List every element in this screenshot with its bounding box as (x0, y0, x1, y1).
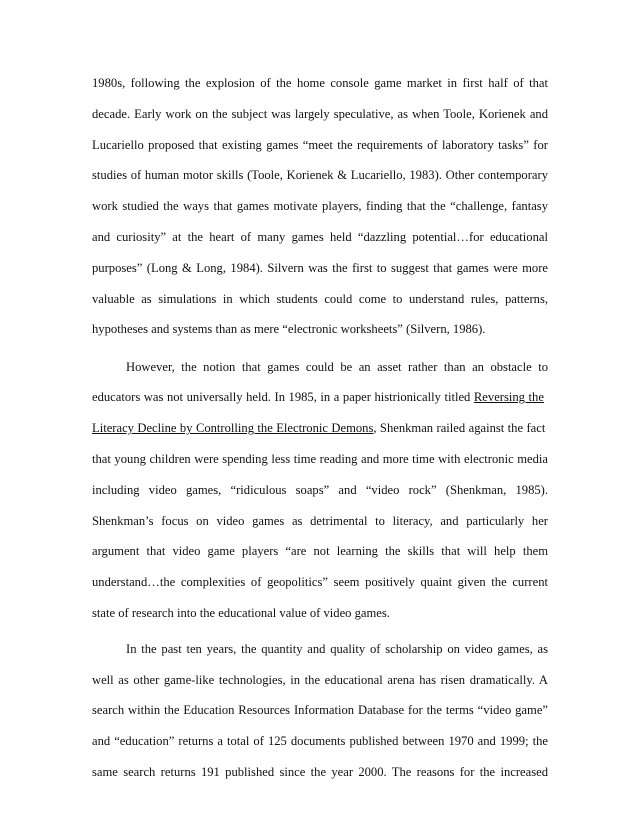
document-body (92, 68, 548, 788)
paper-title-part1: Reversing the (473, 390, 544, 405)
text-line: In the past ten years, the quantity and quality of scholarship on video games, as (126, 641, 548, 656)
text-line: and “education” returns a total of 125 documents published between 1970 and 1999; the (92, 734, 548, 749)
text-line: However, the notion that games could be an asset rather than an obstacle to (126, 359, 548, 374)
text-line: argument that video game players “are not learning the skills that will help them (92, 544, 548, 559)
text-segment: educators was not universally held. In 1985, in a paper histrionically titled (92, 390, 474, 405)
text-line: state of research into the educational value of video games. (92, 606, 390, 621)
text-line (92, 382, 548, 413)
text-line: decade. Early work on the subject was largely speculative, as when Toole, Korienek and (92, 106, 548, 121)
text-line: purposes” (Long & Long, 1984). Silvern was the first to suggest that games were more (92, 260, 548, 275)
text-line: same search returns 191 published since the year 2000. The reasons for the increased (92, 765, 548, 780)
paper-title-part2: Literacy Decline by Controlling the Electronic Demons (92, 421, 374, 436)
text-line: and curiosity” at the heart of many games held “dazzling potential…for educational (92, 229, 548, 244)
text-line: hypotheses and systems than as mere “electronic worksheets” (Silvern, 1986). (92, 322, 486, 337)
text-line: Lucariello proposed that existing games “meet the requirements of laboratory tasks” for (92, 137, 548, 152)
text-line: 1980s, following the explosion of the home console game market in first half of that (92, 76, 548, 90)
text-line: that young children were spending less time reading and more time with electronic media (92, 452, 548, 467)
text-line: work studied the ways that games motivate players, finding that the “challenge, fantasy (92, 199, 548, 214)
text-line: understand…the complexities of geopolitics” seem positively quaint given the current (92, 575, 548, 590)
text-line: search within the Education Resources Information Database for the terms “video game” (92, 703, 548, 718)
text-segment: , Shenkman railed against the fact (373, 421, 546, 436)
text-line: including video games, “ridiculous soaps” and “video rock” (Shenkman, 1985). (92, 482, 549, 497)
text-line: valuable as simulations in which students could come to understand rules, patterns, (92, 291, 549, 306)
text-line: studies of human motor skills (Toole, Korienek & Lucariello, 1983). Other contemporary (92, 168, 548, 183)
text-line: Shenkman’s focus on video games as detrimental to literacy, and particularly her (92, 513, 548, 528)
text-line (92, 413, 548, 444)
text-line: well as other game-like technologies, in the educational arena has risen dramatically. A (92, 672, 548, 687)
